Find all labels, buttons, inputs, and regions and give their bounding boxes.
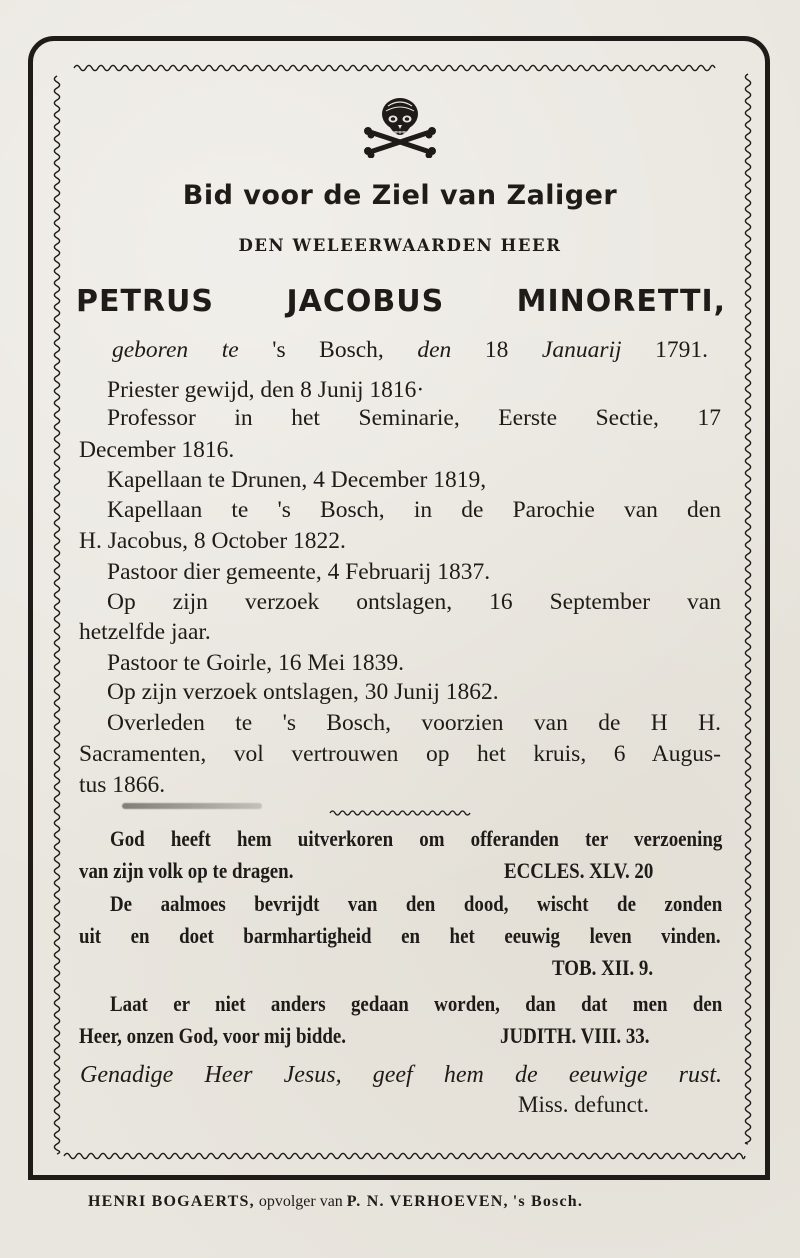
card-heading: Bid voor de Ziel van Zaliger <box>182 180 618 211</box>
birth-born-label: geboren te <box>112 337 239 363</box>
printer-city: 's Bosch. <box>512 1193 584 1210</box>
bio-line: Pastoor dier gemeente, 4 Februarij 1837. <box>107 559 491 585</box>
bio-line: December 1816. <box>79 437 235 463</box>
missa-defunct: Miss. defunct. <box>518 1092 649 1117</box>
quote-reference: ECCLES. XLV. 20 <box>504 858 654 883</box>
bio-line: Kapellaan te Drunen, 4 December 1819, <box>107 467 487 493</box>
birth-place: 's Bosch, <box>272 337 384 363</box>
birth-month: Januarij <box>541 337 622 363</box>
deceased-name: PETRUS JACOBUS MINORETTI, <box>76 284 726 319</box>
bio-line: Pastoor te Goirle, 16 Mei 1839. <box>107 650 404 676</box>
bio-line: hetzelfde jaar. <box>79 619 211 645</box>
wavy-border-right <box>745 74 750 1144</box>
quote-line: Heer, onzen God, voor mij bidde. <box>79 1023 346 1048</box>
birth-den-label: den <box>417 337 452 363</box>
quote-line: De aalmoes bevrijdt van den dood, wischt de zonden <box>110 891 723 916</box>
bio-line: Kapellaan te 's Bosch, in de Parochie van den <box>107 497 721 523</box>
bio-line: Priester gewijd, den 8 Junij 1816· <box>107 377 425 403</box>
bio-line: Sacramenten, vol vertrouwen op het kruis, 6 Augus- <box>79 741 721 767</box>
wavy-border-top <box>74 65 715 70</box>
quote-reference: TOB. XII. 9. <box>552 955 654 980</box>
printer-imprint <box>88 1193 583 1211</box>
quote-line: van zijn volk op te dragen. <box>79 858 294 883</box>
bio-line: Professor in het Seminarie, Eerste Sectie, 17 <box>107 405 721 431</box>
skull-crossbones-icon <box>362 96 438 158</box>
ink-smudge <box>122 803 262 809</box>
quote-line: Laat er niet anders gedaan worden, dan dat men den <box>110 991 723 1016</box>
wavy-border-bottom <box>64 1153 745 1158</box>
birth-line <box>112 337 708 364</box>
birth-day: 18 <box>484 337 509 363</box>
closing-prayer: Genadige Heer Jesus, geef hem de eeuwige rust. <box>80 1062 722 1088</box>
bio-line: Overleden te 's Bosch, voorzien van de H H. <box>107 710 721 736</box>
birth-year: 1791. <box>655 337 708 363</box>
bio-line: Op zijn verzoek ontslagen, 30 Junij 1862. <box>107 679 499 705</box>
printer-successor-label: opvolger van <box>258 1193 343 1210</box>
quote-reference: JUDITH. VIII. 33. <box>500 1023 650 1048</box>
bio-line: tus 1866. <box>79 772 166 798</box>
bio-line: H. Jacobus, 8 October 1822. <box>79 528 346 554</box>
printer-predecessor: P. N. VERHOEVEN, <box>346 1193 509 1210</box>
wavy-divider <box>330 811 470 815</box>
quote-line: uit en doet barmhartigheid en het eeuwig leven vinden. <box>79 923 721 948</box>
card-subheading: DEN WELEERWAARDEN HEER <box>238 236 562 255</box>
quote-line: God heeft hem uitverkoren om offeranden ter verzoening <box>110 826 723 851</box>
bio-line: Op zijn verzoek ontslagen, 16 September van <box>107 589 721 615</box>
printer-name: HENRI BOGAERTS, <box>88 1193 255 1210</box>
